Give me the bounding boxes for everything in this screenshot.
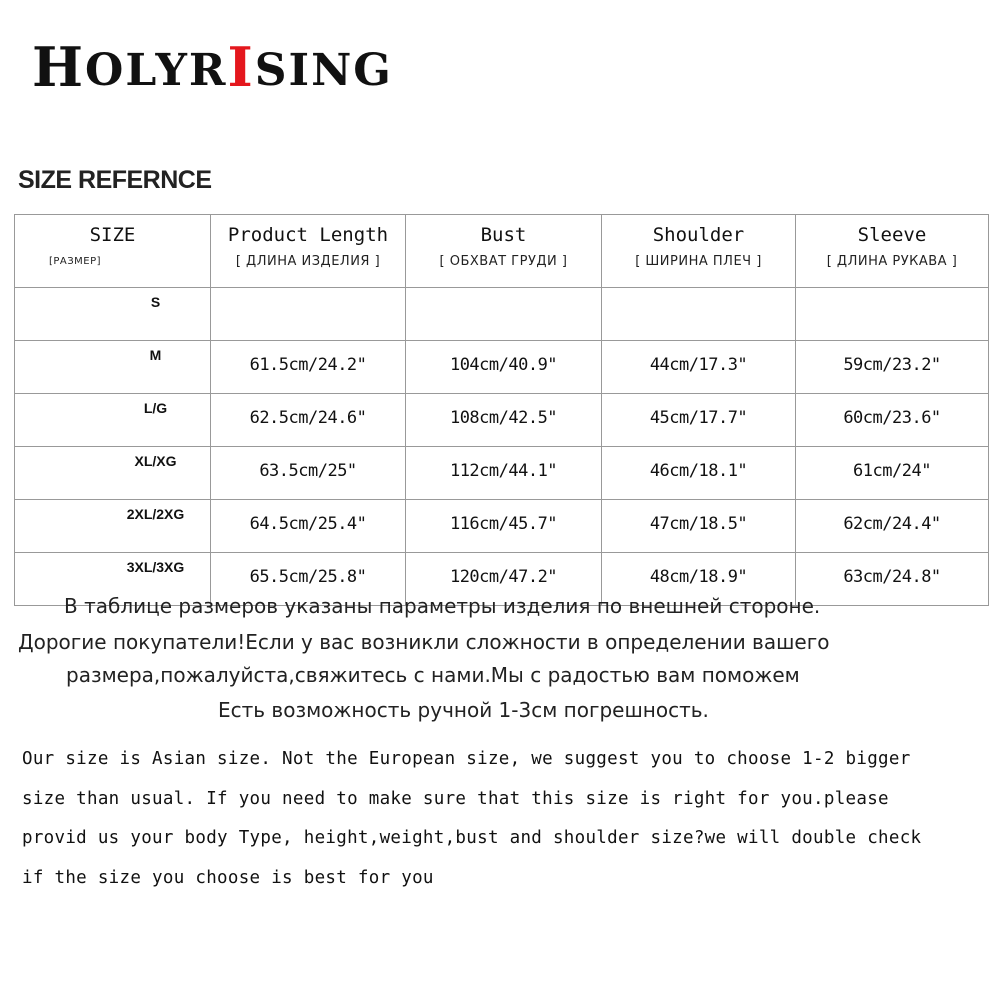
header-shoulder <box>602 215 796 288</box>
length-cell: 65.5cm/25.8" <box>211 553 406 606</box>
bust-cell: 116cm/45.7" <box>406 500 602 553</box>
header-bust-sublabel: [ ОБХВАТ ГРУДИ ] <box>439 254 568 269</box>
logo-letters-sing: SING <box>254 45 393 96</box>
logo-letter-h: H <box>32 35 86 99</box>
bust-cell: 120cm/47.2" <box>406 553 602 606</box>
sleeve-cell: 62cm/24.4" <box>796 500 989 553</box>
sleeve-cell: 61cm/24" <box>796 447 989 500</box>
logo-letter-i: I <box>227 35 255 99</box>
table-row <box>15 341 989 394</box>
size-cell: 2XL/2XG <box>15 500 211 553</box>
shoulder-cell: 44cm/17.3" <box>602 341 796 394</box>
size-cell: S <box>15 288 211 341</box>
header-bust-label: Bust <box>480 224 527 246</box>
length-cell: 62.5cm/24.6" <box>211 394 406 447</box>
english-note-line: size than usual. If you need to make sure that this size is right for you.please <box>22 788 889 809</box>
header-shoulder-sublabel: [ ШИРИНА ПЛЕЧ ] <box>635 254 762 269</box>
header-bust <box>406 215 602 288</box>
size-cell: 3XL/3XG <box>15 553 211 606</box>
sleeve-cell: 63cm/24.8" <box>796 553 989 606</box>
english-notes <box>22 740 921 898</box>
table-row <box>15 394 989 447</box>
header-size <box>15 215 211 288</box>
length-cell: 63.5cm/25" <box>211 447 406 500</box>
english-note-line: provid us your body Type, height,weight,bust and shoulder size?we will double check <box>22 828 922 848</box>
header-shoulder-label: Shoulder <box>652 224 745 246</box>
brand-logo <box>32 35 393 99</box>
shoulder-cell <box>602 288 796 341</box>
logo-letters-olyr: OLYR <box>85 45 228 96</box>
english-note-line: Our size is Asian size. Not the European size, we suggest you to choose 1-2 bigger <box>22 749 911 769</box>
bust-cell <box>406 288 602 341</box>
shoulder-cell: 47cm/18.5" <box>602 500 796 553</box>
header-length-label: Product Length <box>227 224 389 246</box>
table-row <box>15 447 989 500</box>
size-cell: M <box>15 341 211 394</box>
russian-note-line: Есть возможность ручной 1-3см погрешность. <box>218 698 709 722</box>
table-row <box>15 288 989 341</box>
russian-note-line: В таблице размеров указаны параметры изделия по внешней стороне. <box>64 594 821 618</box>
sleeve-cell: 60cm/23.6" <box>796 394 989 447</box>
section-title: SIZE REFERNCE <box>18 166 212 194</box>
shoulder-cell: 45cm/17.7" <box>602 394 796 447</box>
russian-note-line: Дорогие покупатели!Если у вас возникли сложности в определении вашего <box>18 630 830 654</box>
size-table <box>14 214 989 606</box>
bust-cell: 104cm/40.9" <box>406 341 602 394</box>
header-sleeve <box>796 215 989 288</box>
length-cell <box>211 288 406 341</box>
size-cell: L/G <box>15 394 211 447</box>
sleeve-cell <box>796 288 989 341</box>
header-size-sublabel: [РАЗМЕР] <box>49 256 102 267</box>
header-length-sublabel: [ ДЛИНА ИЗДЕЛИЯ ] <box>235 254 381 269</box>
shoulder-cell: 46cm/18.1" <box>602 447 796 500</box>
header-size-label: SIZE <box>89 224 136 246</box>
table-header-row <box>15 215 989 288</box>
table-row <box>15 500 989 553</box>
header-sleeve-sublabel: [ ДЛИНА РУКАВА ] <box>826 254 958 269</box>
english-note-line: if the size you choose is best for you <box>22 867 434 888</box>
header-sleeve-label: Sleeve <box>857 224 927 246</box>
length-cell: 61.5cm/24.2" <box>211 341 406 394</box>
sleeve-cell: 59cm/23.2" <box>796 341 989 394</box>
length-cell: 64.5cm/25.4" <box>211 500 406 553</box>
header-length <box>211 215 406 288</box>
russian-note-line: размера,пожалуйста,свяжитесь с нами.Мы с радостью вам поможем <box>66 663 800 687</box>
size-cell: XL/XG <box>15 447 211 500</box>
bust-cell: 112cm/44.1" <box>406 447 602 500</box>
shoulder-cell: 48cm/18.9" <box>602 553 796 606</box>
bust-cell: 108cm/42.5" <box>406 394 602 447</box>
